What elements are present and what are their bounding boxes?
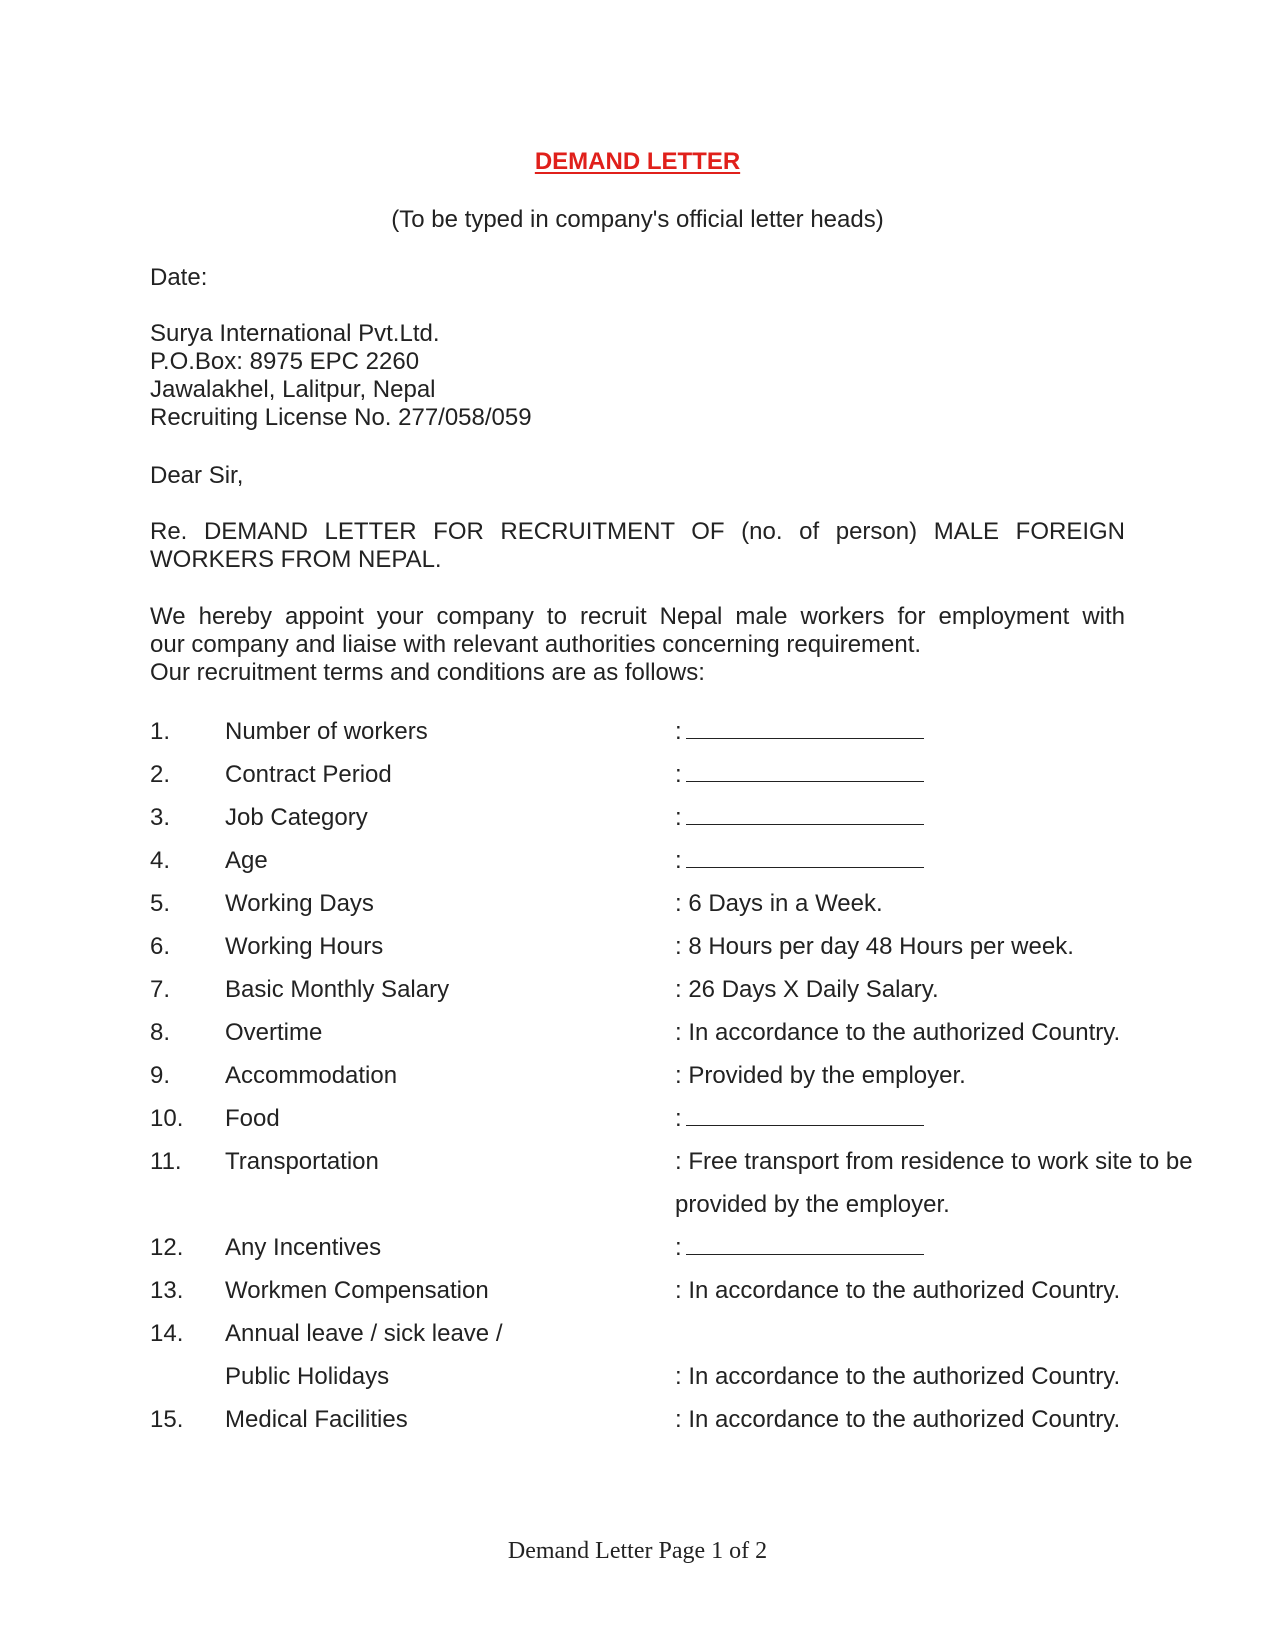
term-value-text: : xyxy=(675,847,682,874)
fill-in-blank xyxy=(686,718,924,739)
document-subtitle: (To be typed in company's official letter heads) xyxy=(391,206,884,233)
term-value-text: : In accordance to the authorized Country. xyxy=(675,1277,1121,1304)
term-value xyxy=(675,890,883,918)
fill-in-blank xyxy=(686,1105,924,1126)
subject-line xyxy=(150,518,1125,574)
document-title: DEMAND LETTER xyxy=(534,148,741,175)
term-label: Medical Facilities xyxy=(225,1406,408,1433)
term-row xyxy=(150,761,1125,804)
term-number: 8. xyxy=(150,1019,171,1046)
term-row xyxy=(150,1105,1125,1148)
term-number: 6. xyxy=(150,933,171,960)
term-label: Job Category xyxy=(225,804,368,831)
term-label: Overtime xyxy=(225,1019,323,1046)
term-row xyxy=(150,1148,1193,1191)
term-label: Public Holidays xyxy=(225,1363,390,1390)
term-number: 1. xyxy=(150,718,171,745)
date-label: Date: xyxy=(150,264,208,291)
term-number: 9. xyxy=(150,1062,171,1089)
body-line-3: Our recruitment terms and conditions are as follows: xyxy=(150,659,705,686)
term-number: 10. xyxy=(150,1105,184,1132)
body-paragraph xyxy=(150,603,1125,687)
term-number: 13. xyxy=(150,1277,184,1304)
term-row xyxy=(150,1234,1125,1277)
term-label: Workmen Compensation xyxy=(225,1277,489,1304)
term-number: 12. xyxy=(150,1234,184,1261)
term-value xyxy=(675,1234,924,1262)
subject-line-2: WORKERS FROM NEPAL. xyxy=(150,546,442,573)
term-number: 3. xyxy=(150,804,171,831)
term-value xyxy=(675,1277,1120,1305)
term-value xyxy=(675,1062,966,1090)
term-value-text: : In accordance to the authorized Country. xyxy=(675,1363,1121,1390)
fill-in-blank xyxy=(686,1234,924,1255)
term-label: Working Days xyxy=(225,890,374,917)
salutation: Dear Sir, xyxy=(150,462,244,489)
term-value-text: : 26 Days X Daily Salary. xyxy=(675,976,939,1003)
term-value-text: provided by the employer. xyxy=(675,1191,950,1218)
term-value xyxy=(675,1363,1120,1391)
term-value-text: : xyxy=(675,1105,682,1132)
term-value-text: : xyxy=(675,718,682,745)
term-row xyxy=(150,804,1125,847)
address-line: Surya International Pvt.Ltd. xyxy=(150,320,440,347)
term-row xyxy=(150,847,1125,890)
address-line: Recruiting License No. 277/058/059 xyxy=(150,404,532,431)
address-line: P.O.Box: 8975 EPC 2260 xyxy=(150,348,420,375)
term-row xyxy=(150,1277,1125,1320)
term-number: 15. xyxy=(150,1406,184,1433)
term-value-text: : Free transport from residence to work site to be xyxy=(675,1148,1193,1175)
term-label: Basic Monthly Salary xyxy=(225,976,450,1003)
term-value xyxy=(675,1406,1120,1434)
term-label: Food xyxy=(225,1105,280,1132)
term-value xyxy=(675,761,924,789)
term-label: Any Incentives xyxy=(225,1234,382,1261)
term-row xyxy=(150,890,1125,933)
term-row xyxy=(150,1363,1125,1406)
term-number: 2. xyxy=(150,761,171,788)
fill-in-blank xyxy=(686,847,924,868)
term-row xyxy=(150,976,1125,1019)
term-value xyxy=(675,804,924,832)
term-value-text: : In accordance to the authorized Country. xyxy=(675,1406,1121,1433)
term-value-text: : 8 Hours per day 48 Hours per week. xyxy=(675,933,1074,960)
term-value xyxy=(675,1191,950,1219)
term-value xyxy=(675,1148,1193,1176)
page-footer: Demand Letter Page 1 of 2 xyxy=(507,1538,768,1564)
term-row xyxy=(150,1191,1125,1234)
term-value xyxy=(675,1019,1120,1047)
body-line-2: our company and liaise with relevant authorities concerning requirement. xyxy=(150,631,922,658)
term-value-text: : xyxy=(675,804,682,831)
term-number: 11. xyxy=(150,1148,182,1175)
fill-in-blank xyxy=(686,804,924,825)
term-number: 5. xyxy=(150,890,171,917)
term-row xyxy=(150,1062,1125,1105)
fill-in-blank xyxy=(686,761,924,782)
term-value xyxy=(675,718,924,746)
address-block xyxy=(150,320,1125,432)
term-label: Working Hours xyxy=(225,933,384,960)
term-value-text: : In accordance to the authorized Country. xyxy=(675,1019,1121,1046)
term-label: Transportation xyxy=(225,1148,379,1175)
term-value-text: : xyxy=(675,761,682,788)
term-value xyxy=(675,976,939,1004)
term-value-text: : Provided by the employer. xyxy=(675,1062,966,1089)
terms-list xyxy=(150,718,1193,1449)
term-number: 4. xyxy=(150,847,171,874)
term-label: Annual leave / sick leave / xyxy=(225,1320,503,1347)
term-value-text: : 6 Days in a Week. xyxy=(675,890,883,917)
term-number: 7. xyxy=(150,976,171,1003)
term-value xyxy=(675,847,924,875)
term-number: 14. xyxy=(150,1320,184,1347)
term-value-text: : xyxy=(675,1234,682,1261)
term-row xyxy=(150,1320,1125,1363)
term-label: Number of workers xyxy=(225,718,428,745)
term-row xyxy=(150,718,1125,761)
term-label: Accommodation xyxy=(225,1062,398,1089)
term-row xyxy=(150,1019,1125,1062)
term-label: Contract Period xyxy=(225,761,392,788)
term-value xyxy=(675,933,1074,961)
term-row xyxy=(150,933,1125,976)
address-line: Jawalakhel, Lalitpur, Nepal xyxy=(150,376,436,403)
term-value xyxy=(675,1105,924,1133)
body-line-1: We hereby appoint your company to recruit Nepal male workers for employment with xyxy=(150,603,1125,630)
term-label: Age xyxy=(225,847,268,874)
subject-line-1: Re. DEMAND LETTER FOR RECRUITMENT OF (no. of person) MALE FOREIGN xyxy=(150,518,1125,545)
term-row xyxy=(150,1406,1125,1449)
